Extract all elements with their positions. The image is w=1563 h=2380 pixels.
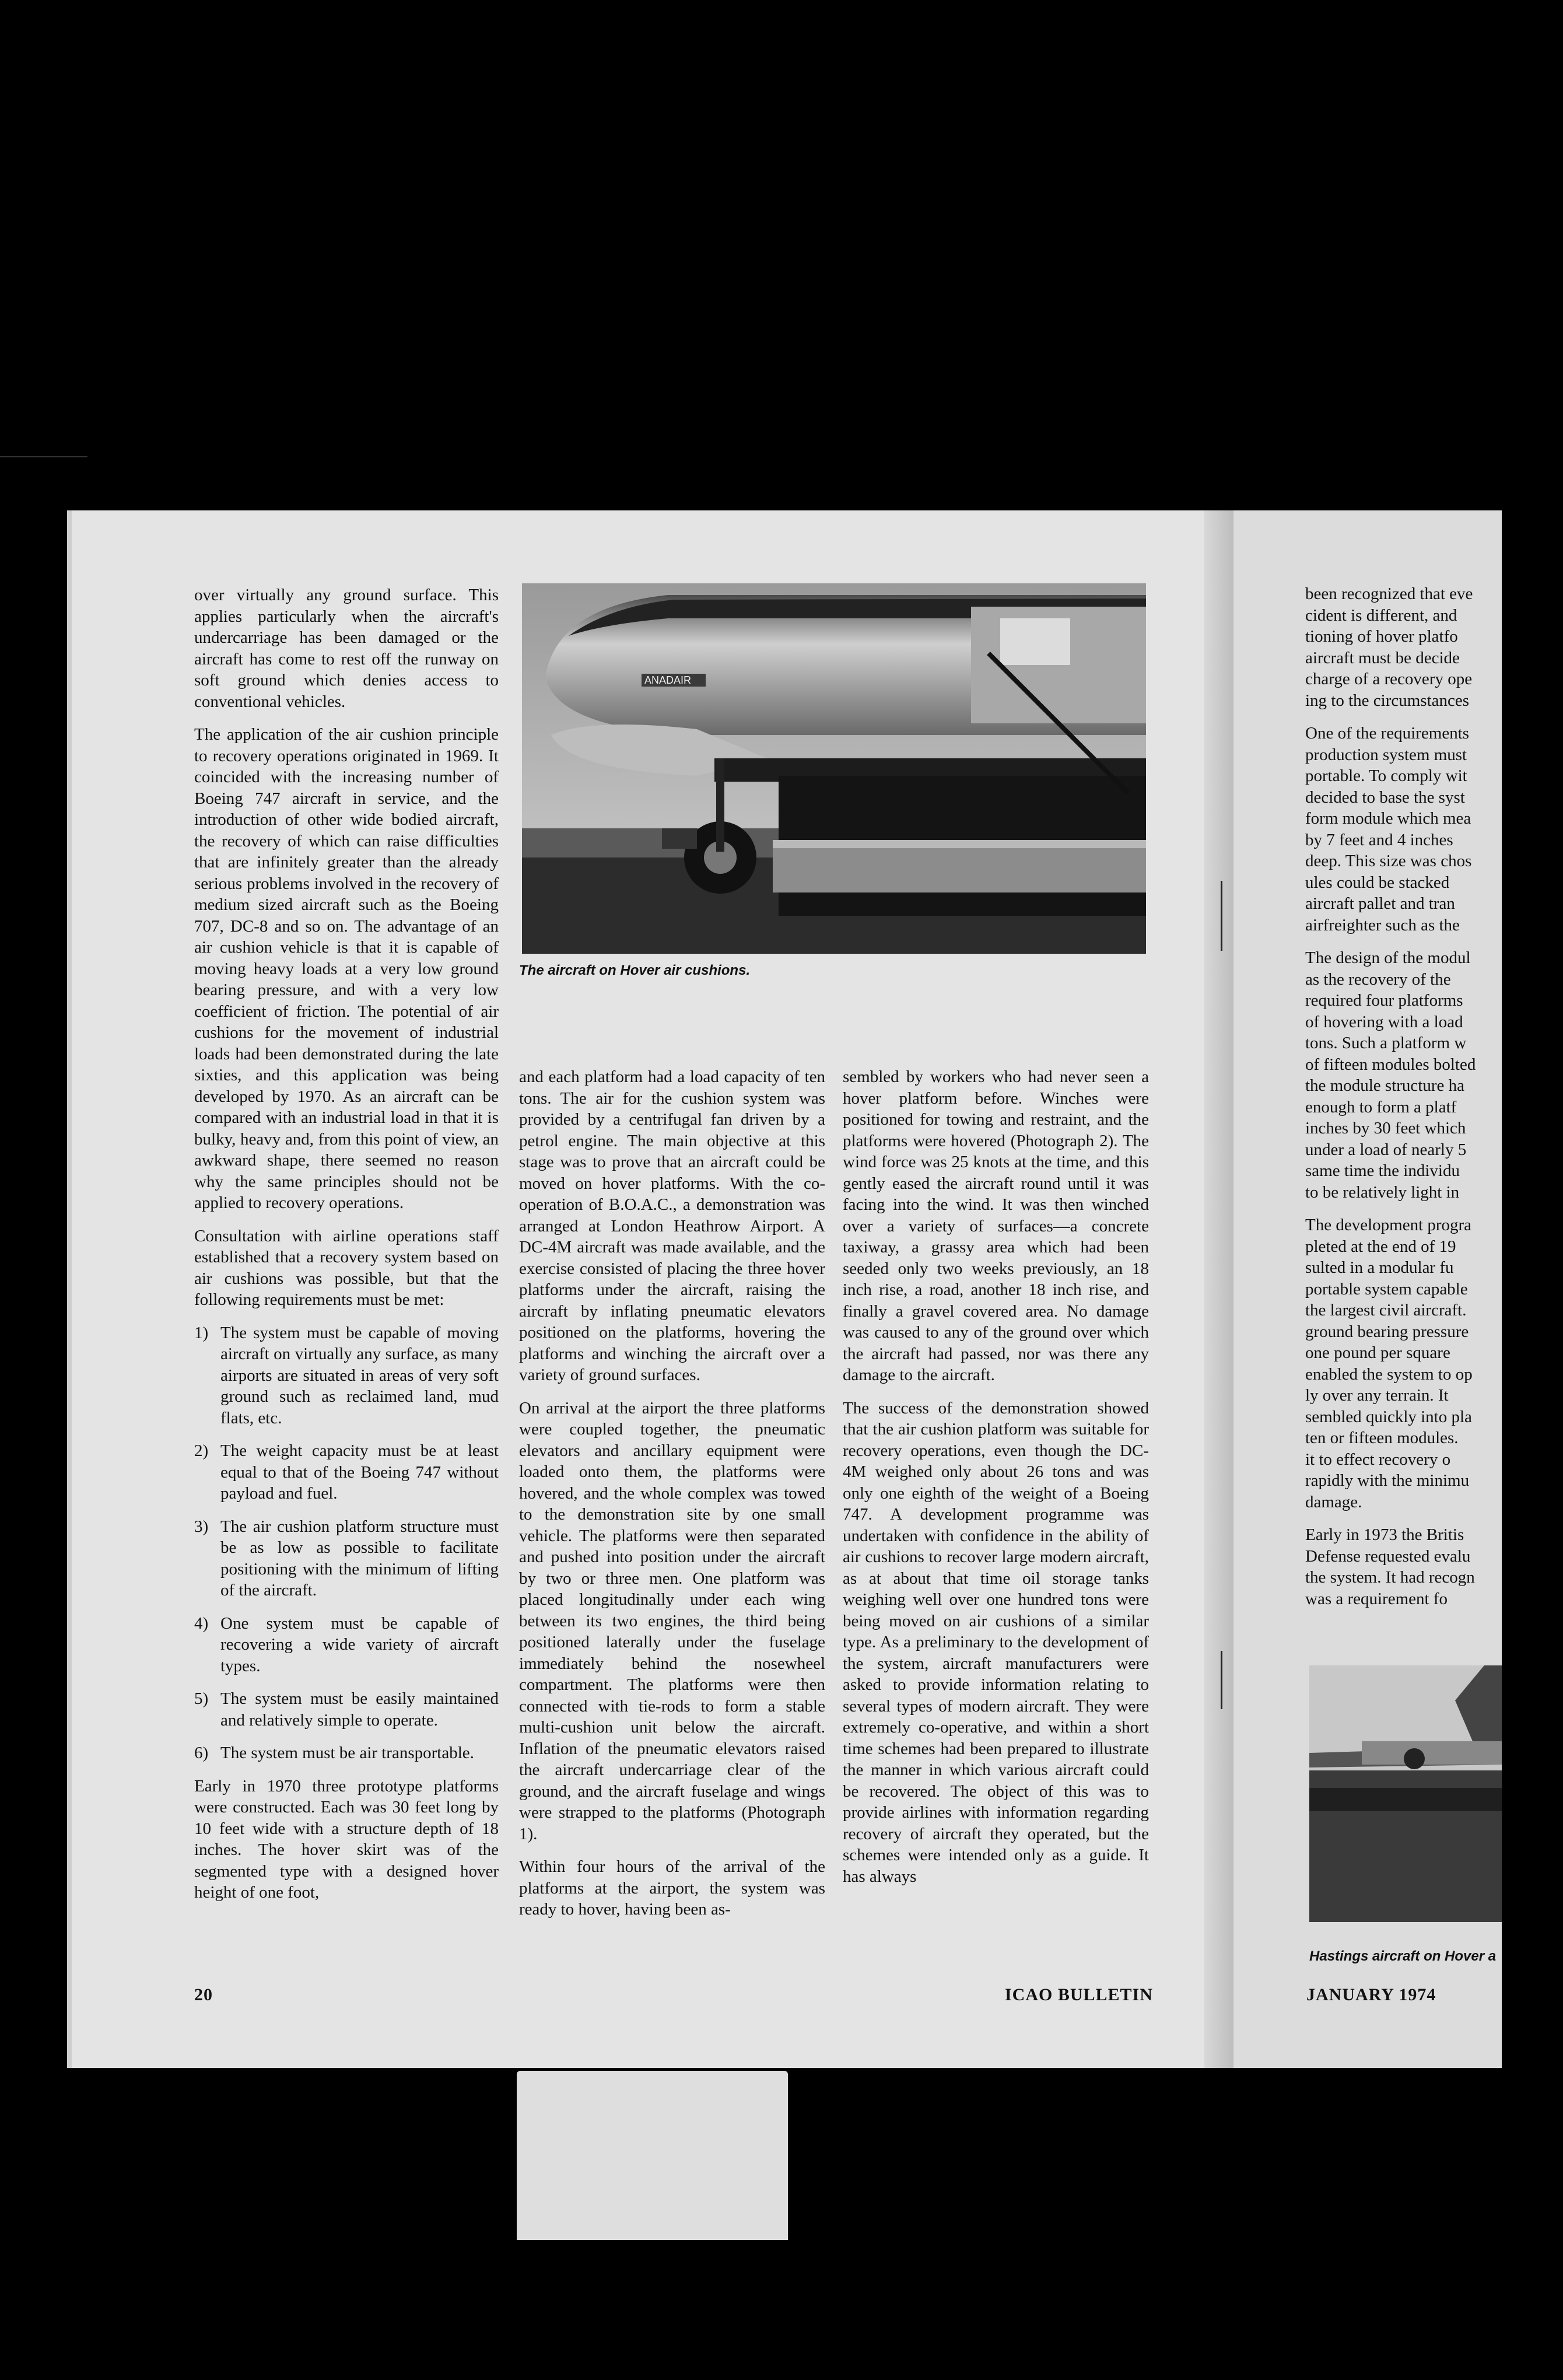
page-marker: [1221, 1651, 1226, 1709]
aircraft-photo: [522, 583, 1146, 954]
hastings-aircraft-photo: [1309, 1665, 1502, 1922]
requirements-list: [194, 1322, 499, 1764]
page-marker: [1221, 881, 1226, 951]
right-column: [1305, 583, 1502, 1609]
photo-caption: The aircraft on Hover air cushions.: [519, 963, 751, 978]
paragraph: One of the requirements production system must portable. To comply wit decided to base the syst form module which mea by 7 feet and 4 inches deep. This size was chos ules could be stacked aircraft pallet and tran airfreighter such as the: [1305, 724, 1472, 935]
right-page: [1233, 510, 1502, 2068]
paper-flap: [517, 2071, 788, 2240]
page-edge: [67, 510, 72, 2068]
page-number: 20: [194, 1985, 213, 2004]
paragraph: Consultation with airline operations staff established that a recovery system based on air cushions was possible, but that the following requirements must be met:: [194, 1226, 499, 1309]
list-item: 2) The weight capacity must be at least equal to that of the Boeing 747 without payload and fuel.: [194, 1441, 499, 1503]
hastings-photo-graphic: [1309, 1665, 1502, 1922]
paragraph: On arrival at the airport the three platforms were coupled together, the pneumatic elevators and ancillary equipment were loaded onto them, the platforms were hovered, and the whole complex was towed to the demonstration site by one small vehicle. The platforms were then separated and pushed into position under the aircraft by two or three men. One platform was placed longitudinally under each wing between its two engines, the third being positioned laterally under the fuselage immediately behind the nosewheel compartment. The platforms were then connected with tie-rods to form a stable multi-cushion unit below the aircraft. Inflation of the pneumatic elevators raised the aircraft undercarriage clear of the ground, and the aircraft fuselage and wings were strapped to the platforms (Photograph 1).: [519, 1398, 825, 1843]
aircraft-photo-graphic: [522, 583, 1146, 954]
list-item: 6) The system must be air transportable.: [194, 1744, 474, 1762]
left-column-2: [519, 1066, 825, 1932]
paragraph: The application of the air cushion principle to recovery operations originated in 1969. It coincided with the increasing number of Boeing 747 aircraft in service, and the introduction of other wide bodied aircraft, the recovery of which can raise difficulties that are infinitely greater than the already serious problems involved in the recovery of medium sized aircraft such as the Boeing 707, DC-8 and so on. The advantage of an air cushion vehicle is that it is capable of moving heavy loads at a very low ground bearing pressure, and with a very low coefficient of friction. The potential of air cushions for the movement of industrial loads had been demonstrated during the late sixties, and this application was being developed by 1970. As an aircraft can be compared with an industrial load in that it is bulky, heavy and, from this point of view, an awkward shape, there seemed no reason why the same principles should not be applied to recovery operations.: [194, 725, 499, 1212]
list-item: 3) The air cushion platform structure must be as low as possible to facilitate positioning with the minimum of lifting of the aircraft.: [194, 1517, 499, 1600]
issue-date: JANUARY 1974: [1306, 1985, 1436, 2004]
paragraph: Within four hours of the arrival of the platforms at the airport, the system was ready to hover, having been as-: [519, 1857, 825, 1919]
background-rule: [0, 456, 87, 457]
paragraph: and each platform had a load capacity of ten tons. The air for the cushion system was provided by a centrifugal fan driven by a petrol engine. The main objective at this stage was to prove that an aircraft could be moved on hover platforms. With the co-operation of B.O.A.C., a demonstration was arranged at London Heathrow Airport. A DC-4M aircraft was made available, and the exercise consisted of placing the three hover platforms under the aircraft, raising the aircraft by inflating pneumatic elevators positioned on the platforms, hovering the platforms and winching the aircraft over a variety of ground surfaces.: [519, 1068, 825, 1384]
page-gutter: [1204, 510, 1233, 2068]
svg-text:ANADAIR: ANADAIR: [644, 674, 692, 686]
paragraph: Early in 1970 three prototype platforms were constructed. Each was 30 feet long by 10 feet wide with a structure depth of 18 inches. The hover skirt was of the segmented type with a designed hover height of one foot,: [194, 1776, 499, 1902]
paragraph: over virtually any ground surface. This applies particularly when the aircraft's undercarriage has been damaged or the aircraft has come to rest off the runway on soft ground which denies access to conventional vehicles.: [194, 586, 499, 711]
list-item: 4) One system must be capable of recovering a wide variety of aircraft types.: [194, 1614, 499, 1675]
paragraph: The design of the modul as the recovery of the required four platforms of hovering with a load tons. Such a platform w of fifteen modules bolted the module structure ha enough to form a platf inches by 30 feet which under a load of nearly 5 same time the individu to be relatively light in: [1305, 949, 1476, 1202]
left-column-3: [843, 1066, 1149, 1899]
paragraph: been recognized that eve cident is different, and tioning of hover platfo aircraft must be decide charge of a recovery ope ing to the circumstances: [1305, 584, 1473, 710]
paragraph: sembled by workers who had never seen a hover platform before. Winches were positioned for towing and restraint, and the platforms were hovered (Photograph 2). The wind force was 25 knots at the time, and this gently eased the aircraft round until it was facing into the wind. It was then winched over a variety of surfaces—a concrete taxiway, a grassy area which had been seeded only two weeks previously, an 18 inch rise, a road, another 18 inch rise, and finally a gravel covered area. No damage was caused to any of the ground over which the aircraft had passed, nor was there any damage to the aircraft.: [843, 1068, 1149, 1384]
paragraph: The success of the demonstration showed that the air cushion platform was suitable for recovery operations, even though the DC-4M weighed only about 26 tons and was only one eighth of the weight of a Boeing 747. A development programme was undertaken with confidence in the ability of air cushions to recover large modern aircraft, as at about that time oil storage tanks weighing well over one hundred tons were being moved on air cushions of a similar type. As a preliminary to the development of the system, aircraft manufacturers were asked to provide information relating to several types of modern aircraft. They were extremely co-operative, and within a short time schemes had been prepared to illustrate the manner in which various aircraft could be recovered. The object of this was to provide airlines with information regarding recovery of aircraft they operated, but the schemes were intended only as a guide. It has always: [843, 1398, 1149, 1886]
paragraph: The development progra pleted at the end of 19 sulted in a modular fu portable system capable the largest civil aircraft. ground bearing pressure one pound per square enabled the system to op ly over any terrain. It sembled quickly into pla ten or fifteen modules. it to effect recovery o rapidly with the minimu damage.: [1305, 1216, 1473, 1511]
list-item: 5) The system must be easily maintained and relatively simple to operate.: [194, 1689, 499, 1730]
photo-caption: Hastings aircraft on Hover a: [1309, 1948, 1497, 1964]
paragraph: Early in 1973 the Britis Defense requested evalu the system. It had recogn was a requirement fo: [1305, 1525, 1475, 1608]
list-item: 1) The system must be capable of moving aircraft on virtually any surface, as many airports are situated in areas of very soft ground such as reclaimed land, mud flats, etc.: [194, 1323, 499, 1427]
publication-name: ICAO BULLETIN: [1005, 1985, 1153, 2004]
left-column-1: [194, 584, 499, 1915]
